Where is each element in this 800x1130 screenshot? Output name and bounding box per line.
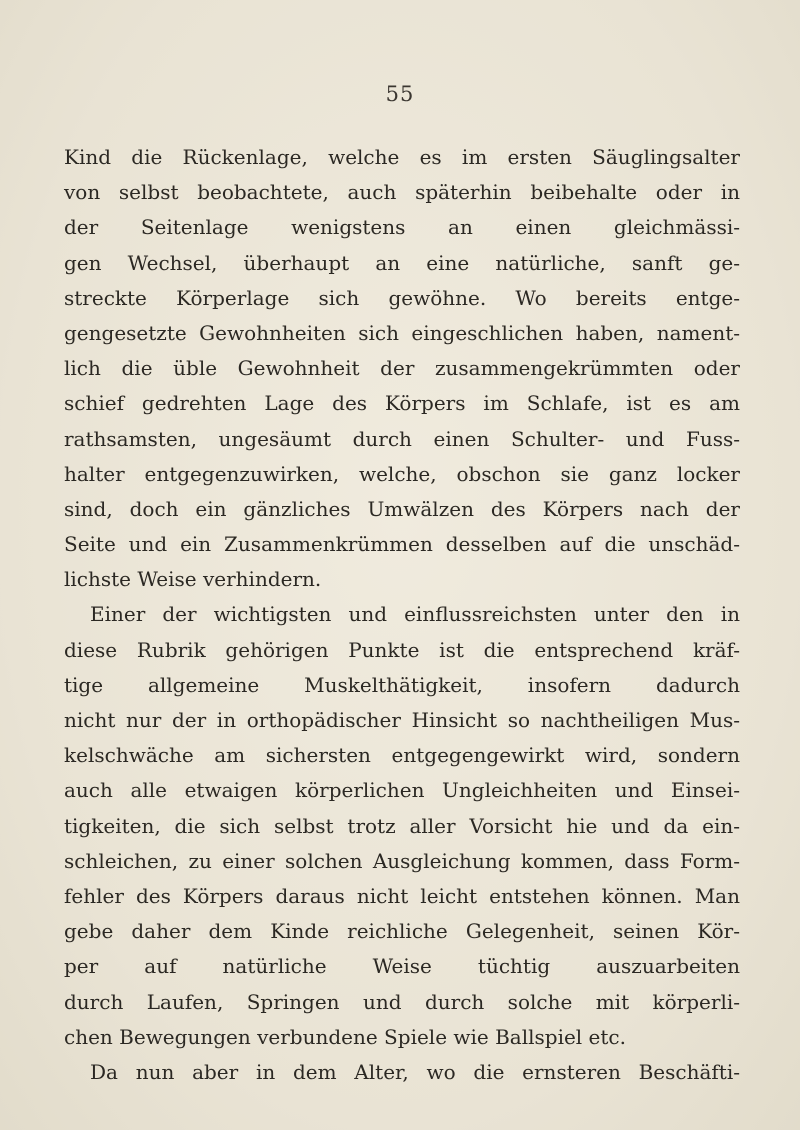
body-text — [64, 140, 740, 1090]
text-line: per auf natürliche Weise tüchtig auszuarbeiten — [64, 954, 740, 979]
text-line: kelschwäche am sichersten entgegengewirkt wird, sondern — [64, 743, 740, 768]
text-line: fehler des Körpers daraus nicht leicht entstehen können. Man — [64, 883, 740, 908]
text-line: Kind die Rückenlage, welche es im ersten Säuglingsalter — [64, 145, 740, 169]
text-line: halter entgegenzuwirken, welche, obschon sie ganz locker — [64, 461, 740, 486]
text-line: rathsamsten, ungesäumt durch einen Schulter- und Fuss- — [64, 426, 740, 451]
text-line: sind, doch ein gänzliches Umwälzen des Körpers nach der — [64, 496, 740, 521]
text-line: auch alle etwaigen körperlichen Ungleichheiten und Einsei- — [64, 778, 740, 803]
text-line: gen Wechsel, überhaupt an eine natürliche, sanft ge- — [64, 250, 740, 275]
text-line: nicht nur der in orthopädischer Hinsicht so nachtheiligen Mus- — [64, 708, 740, 732]
text-line: schief gedrehten Lage des Körpers im Schlafe, ist es am — [64, 391, 740, 416]
text-line: Einer der wichtigsten und einflussreichsten unter den in — [90, 602, 740, 627]
text-line: streckte Körperlage sich gewöhne. Wo bereits entge- — [64, 285, 740, 310]
text-line: von selbst beobachtete, auch späterhin beibehalte oder in — [64, 180, 740, 205]
text-line: chen Bewegungen verbundene Spiele wie Ballspiel etc. — [64, 1024, 626, 1049]
text-line: Seite und ein Zusammenkrümmen desselben auf die unschäd- — [64, 532, 740, 557]
text-line: gebe daher dem Kinde reichliche Gelegenheit, seinen Kör- — [64, 919, 740, 944]
text-line: gengesetzte Gewohnheiten sich eingeschlichen haben, nament- — [64, 320, 740, 345]
text-line: tige allgemeine Muskelthätigkeit, insofern dadurch — [64, 672, 740, 697]
text-line: lich die üble Gewohnheit der zusammengekrümmten oder — [64, 356, 740, 381]
text-line: schleichen, zu einer solchen Ausgleichung kommen, dass Form- — [64, 848, 740, 873]
text-line: durch Laufen, Springen und durch solche mit körperli- — [64, 989, 740, 1014]
page-number: 55 — [385, 82, 415, 106]
text-line: diese Rubrik gehörigen Punkte ist die entsprechend kräf- — [64, 637, 740, 662]
text-line: tigkeiten, die sich selbst trotz aller Vorsicht hie und da ein- — [64, 813, 740, 838]
text-line: lichste Weise verhindern. — [64, 567, 322, 592]
text-line: der Seitenlage wenigstens an einen gleichmässi- — [64, 215, 740, 240]
text-line: Da nun aber in dem Alter, wo die ernsteren Beschäfti- — [90, 1059, 740, 1084]
